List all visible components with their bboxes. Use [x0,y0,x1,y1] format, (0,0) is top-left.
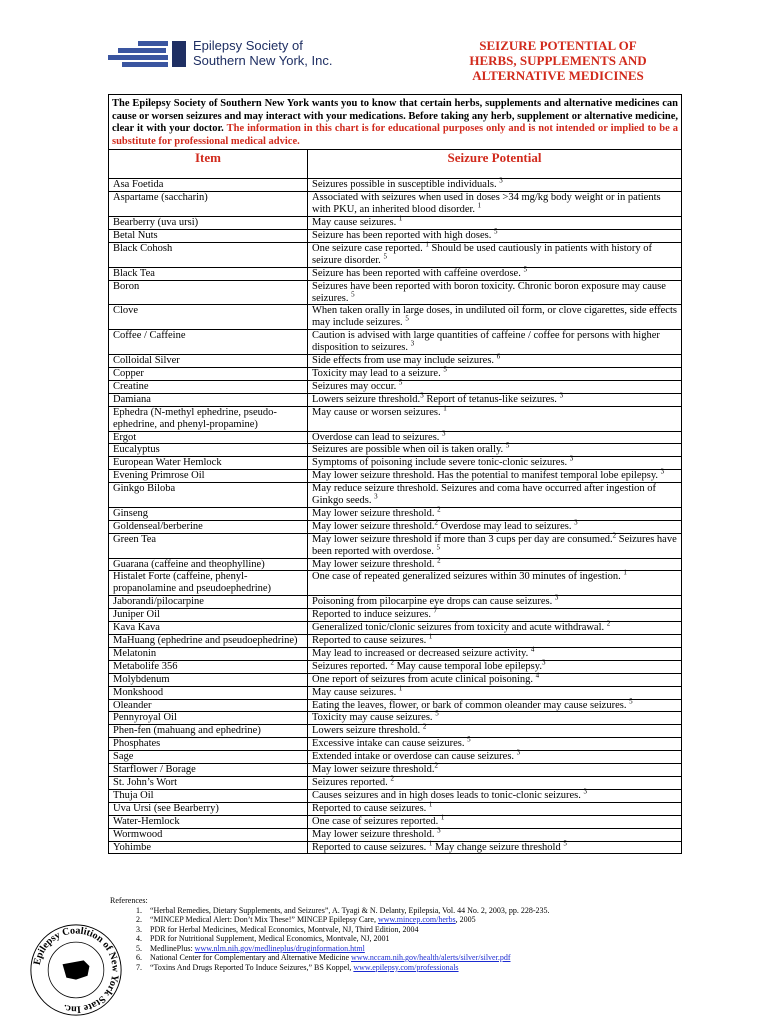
item-name: Jaborandi/pilocarpine [109,596,308,609]
effect-text: One case of repeated generalized seizures within 30 minutes of ingestion. [312,571,624,583]
seizure-potential-cell [308,660,682,673]
item-name: Yohimbe [109,841,308,853]
effect-text: Excessive intake can cause seizures. [312,738,468,750]
seizure-potential-cell [308,568,682,596]
references [110,896,710,972]
reference-item [144,953,710,963]
seizure-potential-cell [308,367,682,380]
reference-text: National Center for Complementary and Alternative Medicine [150,953,352,962]
title-line-2: HERBS, SUPPLEMENTS AND [469,53,647,68]
item-name: St. John’s Wort [109,776,308,789]
effect-text: Seizure has been reported with high doses. [312,230,494,241]
seal-text: Epilepsy Coalition of New York State Inc. [31,925,121,1015]
item-name: Ginseng [109,507,308,520]
table-row [109,789,681,802]
reference-item [144,934,710,944]
table-row [109,764,681,777]
seizure-potential-cell [308,380,682,393]
table-row [109,444,681,457]
seizure-potential-cell [308,709,682,725]
seizure-potential-cell [308,735,682,751]
effect-text: Reported to induce seizures. [312,609,434,621]
table-row [109,558,681,571]
ref-number: 2 [612,531,617,540]
effect-text: Seizures reported. [312,660,391,672]
item-name: Uva Ursi (see Bearberry) [109,802,308,815]
effect-text: Overdose can lead to seizures. [312,431,443,443]
table-row [109,841,681,853]
seizure-potential-cell [308,267,682,280]
effect-text: Seizures are possible when oil is taken orally. [312,444,506,456]
item-name: Boron [109,280,308,305]
ref-number: 2 [390,774,394,783]
reference-item [144,915,710,925]
effect-text: Report of tetanus-like seizures. [423,393,560,405]
ref-number: 5 [493,227,498,236]
effect-text: Seizures have been reported with boron toxicity. Chronic boron exposure may cause seizures. [312,280,666,304]
item-name: Kava Kava [109,622,308,635]
effect-text: May lower seizure threshold. [312,520,435,532]
table-row [109,406,681,431]
item-name: Eucalyptus [109,444,308,457]
effect-text: May reduce seizure threshold. Seizures and coma have occurred after ingestion of Ginkgo seeds. [312,483,657,507]
table-row [109,179,681,192]
seizure-potential-cell [308,606,682,622]
ref-number: 1 [425,240,429,249]
ref-number: 1 [428,632,433,641]
effect-text: Toxicity may cause seizures. [312,712,436,724]
table-row [109,660,681,673]
coalition-seal-icon [28,922,124,1018]
effect-text: Seizures may occur. [312,380,399,392]
table-row [109,712,681,725]
item-name: Aspartame (saccharin) [109,192,308,217]
item-name: Evening Primrose Oil [109,470,308,483]
reference-text: “Toxins And Drugs Reported To Induce Seizures,” BS Koppel, [150,962,354,972]
seizure-potential-cell [308,507,682,520]
table-row [109,738,681,751]
seizure-potential-cell [308,841,682,853]
seizure-potential-cell [308,242,682,267]
seizure-potential-cell [308,802,682,815]
effect-text: Reported to cause seizures. [312,841,429,853]
seizure-potential-cell [308,619,682,635]
reference-text: PDR for Nutritional Supplement, Medical Economics, Montvale, NJ, 2001 [150,934,390,943]
ref-number: 3 [516,748,521,757]
effect-text: May cause seizures. [312,217,399,229]
reference-text: PDR for Herbal Medicines, Medical Economics, Montvale, NJ, Third Edition, 2004 [150,924,419,934]
seizure-potential-cell [308,722,682,738]
intro-text: The Epilepsy Society of Southern New York wants you to know that certain herbs, supplements and alternative medicines can cause or worsen seizures and may interact with your medications. Before taking any herb, supplement or alternative medicine, clear it with your doctor. [112,98,678,135]
intro-disclaimer: The information in this chart is for educational purposes only and is not intended or implied to be a substitute for professional medical advice. [112,123,679,147]
reference-text: “Herbal Remedies, Dietary Supplements, and Seizures”, A. Tyagi & N. Delanty, Epilepsia, Vol. 44 No. 2, 2003, pp. 228-235. [150,905,550,915]
ref-number: 3 [420,391,424,400]
effect-text: Extended intake or overdose can cause seizures. [312,751,517,763]
org-logo [108,38,368,78]
seizure-potential-cell [308,352,682,368]
table-row [109,217,681,230]
table-row [109,635,681,648]
effect-text: Generalized tonic/clonic seizures from toxicity and acute withdrawal. [312,622,607,634]
reference-text: MedlinePlus: [150,943,195,953]
table-row [109,725,681,738]
effect-text: Causes seizures and in high doses leads to tonic-clonic seizures. [312,789,584,801]
table-row [109,751,681,764]
seizure-potential-cell [308,330,682,355]
reference-item [144,925,710,935]
item-name: European Water Hemlock [109,457,308,470]
reference-item [144,944,710,954]
seizure-potential-cell [308,748,682,764]
item-name: Phosphates [109,738,308,751]
item-name: Molybdenum [109,673,308,686]
item-name: Asa Foetida [109,179,308,192]
ref-number: 1 [440,813,445,822]
seizure-potential-cell [308,431,682,444]
seizure-potential-cell [308,467,682,483]
effect-text: Lowers seizure threshold. [312,725,423,737]
table-row [109,596,681,609]
seizure-potential-cell [308,686,682,699]
effect-text: Seizures reported. [312,776,391,788]
item-name: Sage [109,751,308,764]
effect-text: May lower seizure threshold. [312,558,438,570]
effect-text: When taken orally in large doses, in undiluted oil form, or clove cigarettes, side effects may include seizures. [312,305,677,329]
ref-number: 2 [437,505,441,514]
ref-number: 3 [442,429,446,437]
ref-number: 1 [398,684,403,693]
table-row [109,673,681,686]
ref-number: 1 [623,568,627,577]
table-row [109,647,681,660]
herb-table [109,178,681,853]
seizure-potential-cell [308,192,682,217]
seizure-potential-cell [308,520,682,533]
item-name: Betal Nuts [109,230,308,243]
ref-number: 1 [398,214,403,223]
ref-number: 3 [541,658,546,667]
seizure-potential-cell [308,483,682,508]
logo-mark-icon [108,41,188,71]
seizure-potential-cell [308,305,682,330]
ref-number: 5 [523,265,527,274]
item-name: Thuja Oil [109,789,308,802]
ref-number: 5 [436,543,440,552]
item-name: Coffee / Caffeine [109,330,308,355]
seizure-potential-cell [308,789,682,802]
table-row [109,267,681,280]
seizure-potential-cell [308,815,682,828]
ref-number: 1 [428,839,433,847]
item-name: Melatonin [109,647,308,660]
ref-number: 4 [535,671,540,680]
table-row [109,776,681,789]
seizure-potential-cell [308,533,682,558]
item-name: Ephedra (N-methyl ephedrine, pseudo-ephedrine, and phenyl-propamine) [109,406,308,431]
item-name: MaHuang (ephedrine and pseudoephedrine) [109,635,308,648]
ref-number: 1 [477,201,482,210]
seizure-potential-cell [308,699,682,712]
ref-number: 5 [505,441,510,450]
effect-text: One case of seizures reported. [312,815,441,827]
references-list [110,906,710,973]
item-name: Pennyroyal Oil [109,712,308,725]
page-title [438,38,678,83]
title-line-1: SEIZURE POTENTIAL OF [479,38,637,53]
reference-item [144,963,710,973]
effect-text: Seizures have been reported with overdose. [312,533,677,557]
ref-number: 2 [434,518,438,527]
table-row [109,533,681,558]
ref-number: 3 [569,454,574,463]
item-name: Green Tea [109,533,308,558]
effect-text: May change seizure threshold [432,841,564,853]
effect-text: Side effects from use may include seizures. [312,355,497,367]
table-row [109,431,681,444]
item-name: Damiana [109,393,308,406]
item-name: Ginkgo Biloba [109,483,308,508]
effect-text: Lowers seizure threshold. [312,393,421,405]
table-row [109,457,681,470]
table-row [109,393,681,406]
ref-number: 3 [554,593,559,602]
org-name-line1: Epilepsy Society of [193,38,303,53]
intro-paragraph [109,95,681,149]
table-row [109,802,681,815]
seizure-potential-cell [308,441,682,457]
item-name: Water-Hemlock [109,815,308,828]
item-name: Wormwood [109,828,308,841]
ref-number: 5 [629,697,633,706]
seizure-potential-cell [308,593,682,609]
ref-number: 3 [499,176,503,185]
effect-text: May lower seizure threshold. [312,507,438,519]
table-row [109,470,681,483]
seizure-potential-cell [308,761,682,777]
references-label: References: [110,896,148,905]
effect-text: May cause seizures. [312,686,399,698]
seizure-potential-cell [308,673,682,686]
table-row [109,507,681,520]
ref-number: 1 [443,404,447,413]
table-row [109,699,681,712]
table-row [109,571,681,596]
table-row [109,686,681,699]
ref-number: 5 [383,252,387,261]
effect-text: Seizure has been reported with caffeine overdose. [312,267,524,279]
effect-text: Toxicity may lead to a seizure. [312,367,444,379]
ref-number: 3 [374,492,378,501]
ref-number: 5 [405,314,409,323]
seizure-potential-cell [308,393,682,406]
ref-number: 2 [437,556,441,565]
ref-number: 3 [574,518,578,527]
seizure-potential-cell [308,176,682,192]
seizure-potential-cell [308,647,682,660]
item-name: Guarana (caffeine and theophylline) [109,558,308,571]
effect-text: Poisoning from pilocarpine eye drops can cause seizures. [312,596,555,608]
item-name: Starflower / Borage [109,764,308,777]
effect-text: Associated with seizures when used in doses >34 mg/kg body weight or in patients with PKU, an inherited blood disorder. [312,192,661,216]
effect-text: Should be used cautiously in patients with history of seizure disorder. [312,242,653,266]
ref-number: 5 [563,839,567,847]
effect-text: Reported to cause seizures. [312,635,429,646]
item-name: Metabolife 356 [109,660,308,673]
seizure-potential-cell [308,828,682,841]
table-row [109,622,681,635]
effect-text: Seizures possible in susceptible individuals. [312,179,500,191]
reference-text: “MINCEP Medical Alert: Don’t Mix These!” MINCEP Epilepsy Care, [150,915,378,924]
title-line-3: ALTERNATIVE MEDICINES [472,68,644,83]
reference-suffix: , 2005 [455,915,476,924]
ref-number: 5 [467,735,471,744]
effect-text: Caution is advised with large quantities of caffeine / coffee for persons with higher disposition to seizures. [312,330,660,354]
ref-number: 3 [660,467,665,476]
reference-item [144,906,710,916]
table-row [109,355,681,368]
item-name: Juniper Oil [109,609,308,622]
table-row [109,609,681,622]
reference-link[interactable]: www.mincep.com/herbs [377,915,456,924]
org-name-line2: Southern New York, Inc. [193,53,333,68]
ref-number: 3 [437,826,441,835]
item-name: Ergot [109,431,308,444]
table-row [109,330,681,355]
item-name: Bearberry (uva ursi) [109,217,308,230]
reference-link[interactable]: www.nccam.nih.gov/health/alerts/silver/silver.pdf [351,953,511,962]
ref-number: 2 [390,658,394,667]
table-row [109,815,681,828]
ref-number: 3 [559,391,564,400]
item-name: Monkshood [109,686,308,699]
effect-text: May cause temporal lobe epilepsy. [393,660,542,672]
effect-text: One report of seizures from acute clinical poisoning. [312,673,536,685]
reference-link[interactable]: www.epilepsy.com/professionals [353,962,459,972]
ref-number: 1 [428,800,433,809]
ref-number: 5 [351,290,355,299]
ref-number: 2 [434,761,438,770]
ref-number: 2 [606,619,611,628]
seizure-potential-cell [308,280,682,305]
effect-text: May cause or worsen seizures. [312,406,444,418]
table-row [109,380,681,393]
item-name: Histalet Forte (caffeine, phenyl-propanolamine and pseudoephedrine) [109,571,308,596]
reference-link[interactable]: www.nlm.nih.gov/medlineplus/druginformation.html [194,943,365,953]
item-name: Oleander [109,699,308,712]
seizure-chart [108,94,682,854]
table-row [109,192,681,217]
ref-number: 5 [398,378,403,387]
table-row [109,242,681,267]
table-row [109,230,681,243]
ref-number: 2 [422,722,427,731]
table-row [109,483,681,508]
header-item: Item [109,150,308,178]
effect-text: May lower seizure threshold if more than 3 cups per day are consumed. [312,533,613,545]
effect-text: Overdose may lead to seizures. [437,520,575,532]
seizure-potential-cell [308,632,682,648]
item-name: Phen-fen (mahuang and ephedrine) [109,725,308,738]
ref-number: 6 [496,352,501,361]
item-name: Colloidal Silver [109,355,308,368]
item-name: Creatine [109,380,308,393]
table-row [109,520,681,533]
ref-number: 5 [443,365,447,374]
seizure-potential-cell [308,227,682,243]
effect-text: Reported to cause seizures. [312,802,429,814]
table-row [109,280,681,305]
ref-number: 3 [410,339,415,348]
header-seizure-potential: Seizure Potential [447,150,542,166]
ref-number: 4 [530,645,535,654]
effect-text: May lower seizure threshold. [312,828,438,840]
effect-text: One seizure case reported. [312,242,426,254]
seizure-potential-cell [308,406,682,431]
item-name: Clove [109,305,308,330]
item-name: Goldenseal/berberine [109,520,308,533]
effect-text: Symptoms of poisoning include severe tonic-clonic seizures. [312,457,570,469]
ref-number: 3 [583,787,587,796]
item-name: Black Cohosh [109,242,308,267]
effect-text: Eating the leaves, flower, or bark of common oleander may cause seizures. [312,699,630,711]
effect-text: May lower seizure threshold. Has the potential to manifest temporal lobe epilepsy. [312,470,661,482]
ref-number: 7 [433,606,438,615]
table-row [109,828,681,841]
seizure-potential-cell [308,454,682,470]
item-name: Copper [109,367,308,380]
item-name: Black Tea [109,267,308,280]
table-row [109,367,681,380]
effect-text: May lead to increased or decreased seizure activity. [312,647,531,659]
effect-text: May lower seizure threshold. [312,764,435,776]
table-header [109,149,681,178]
seizure-potential-cell [308,776,682,789]
table-row [109,305,681,330]
ref-number: 5 [435,709,439,718]
